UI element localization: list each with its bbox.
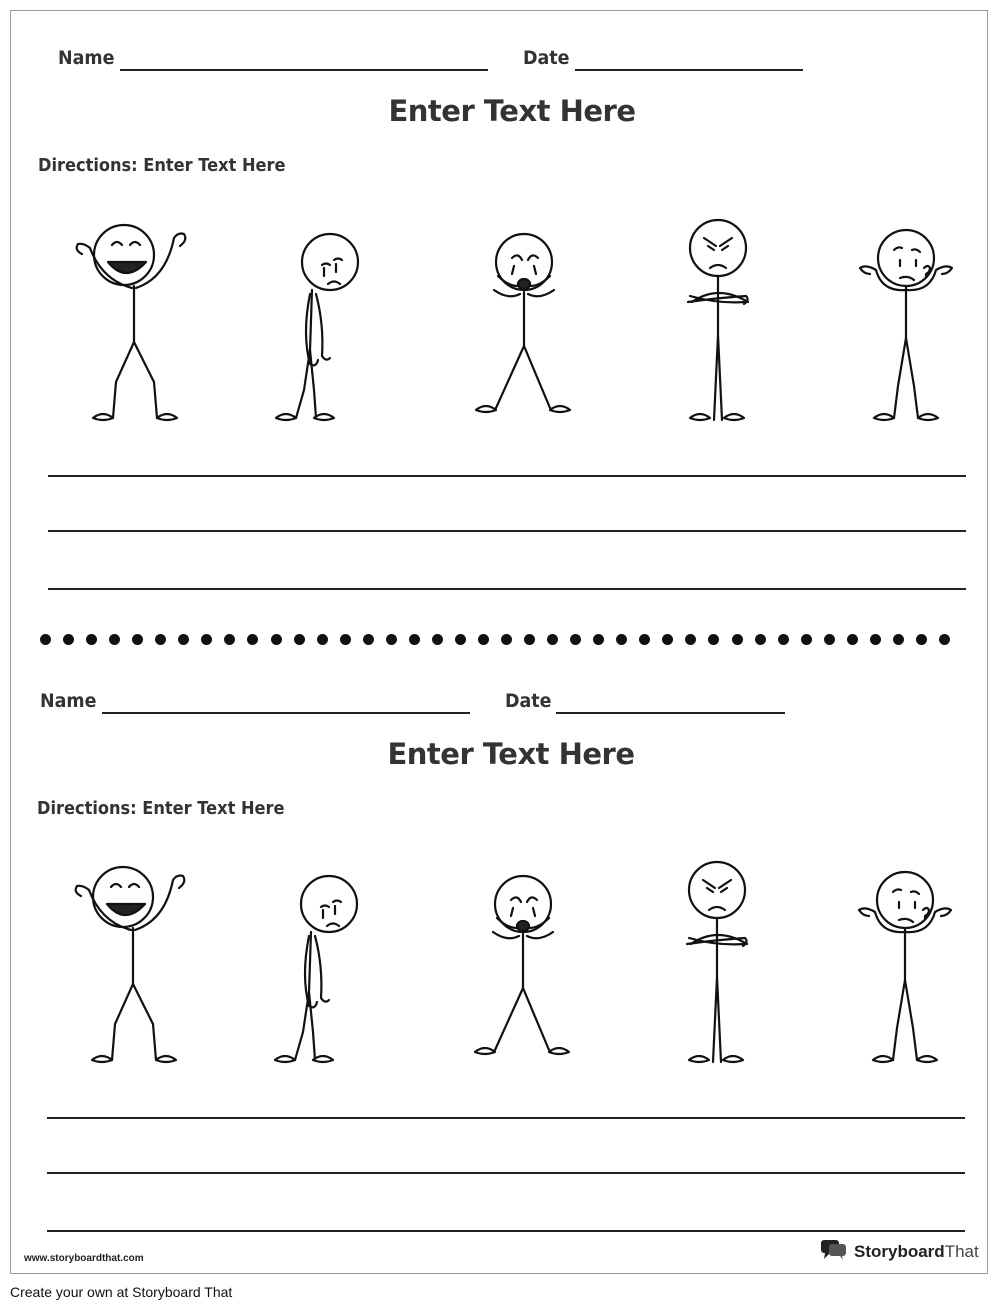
separator-dot (685, 634, 696, 645)
angry-stick-figure-icon (647, 852, 787, 1072)
separator-dot (224, 634, 235, 645)
separator-dot (939, 634, 950, 645)
separator-dot (547, 634, 558, 645)
confused-stick-figure-icon (836, 210, 976, 430)
separator-dot (178, 634, 189, 645)
separator-dot (593, 634, 604, 645)
name-line (102, 712, 470, 714)
create-your-own-link[interactable]: Create your own at Storyboard That (10, 1284, 233, 1300)
storyboardthat-logo (820, 1240, 979, 1264)
happy-stick-figure-icon (51, 852, 191, 1072)
writing-line (48, 530, 966, 532)
separator-dot (824, 634, 835, 645)
separator-dot (340, 634, 351, 645)
writing-line (47, 1117, 965, 1119)
worksheet-title: Enter Text Here (388, 94, 636, 128)
separator-dot (732, 634, 743, 645)
sad-stick-figure-icon (262, 210, 402, 430)
directions-text: Directions: Enter Text Here (37, 798, 285, 819)
confused-stick-figure-icon (835, 852, 975, 1072)
writing-line (47, 1172, 965, 1174)
separator-dot (755, 634, 766, 645)
speech-bubble-icon (820, 1239, 848, 1266)
date-line (575, 69, 803, 71)
separator-dot (271, 634, 282, 645)
brand-name: StoryboardThat (854, 1242, 979, 1261)
writing-line (48, 475, 966, 477)
scared-stick-figure-icon (454, 210, 594, 430)
separator-dot (501, 634, 512, 645)
date-label: Date (523, 47, 570, 69)
separator-dot (86, 634, 97, 645)
separator-dot (847, 634, 858, 645)
separator-dot (639, 634, 650, 645)
scared-stick-figure-icon (453, 852, 593, 1072)
separator-dot (317, 634, 328, 645)
separator-dot (570, 634, 581, 645)
separator-dot (662, 634, 673, 645)
writing-line (47, 1230, 965, 1232)
separator-dot (478, 634, 489, 645)
name-label: Name (58, 47, 115, 69)
separator-dot (801, 634, 812, 645)
separator-dot (132, 634, 143, 645)
separator-dot (432, 634, 443, 645)
separator-dot (40, 634, 51, 645)
date-line (556, 712, 785, 714)
directions-text: Directions: Enter Text Here (38, 155, 286, 176)
separator-dot (247, 634, 258, 645)
writing-line (48, 588, 966, 590)
dotted-cut-line (40, 634, 950, 648)
separator-dot (363, 634, 374, 645)
separator-dot (109, 634, 120, 645)
separator-dot (916, 634, 927, 645)
separator-dot (870, 634, 881, 645)
separator-dot (63, 634, 74, 645)
separator-dot (294, 634, 305, 645)
website-url: www.storyboardthat.com (24, 1253, 144, 1264)
name-line (120, 69, 488, 71)
separator-dot (409, 634, 420, 645)
separator-dot (708, 634, 719, 645)
sad-stick-figure-icon (261, 852, 401, 1072)
separator-dot (455, 634, 466, 645)
separator-dot (778, 634, 789, 645)
happy-stick-figure-icon (52, 210, 192, 430)
separator-dot (386, 634, 397, 645)
separator-dot (201, 634, 212, 645)
date-label: Date (505, 690, 552, 712)
separator-dot (893, 634, 904, 645)
separator-dot (524, 634, 535, 645)
worksheet-title: Enter Text Here (387, 737, 635, 771)
separator-dot (155, 634, 166, 645)
name-label: Name (40, 690, 97, 712)
separator-dot (616, 634, 627, 645)
angry-stick-figure-icon (648, 210, 788, 430)
